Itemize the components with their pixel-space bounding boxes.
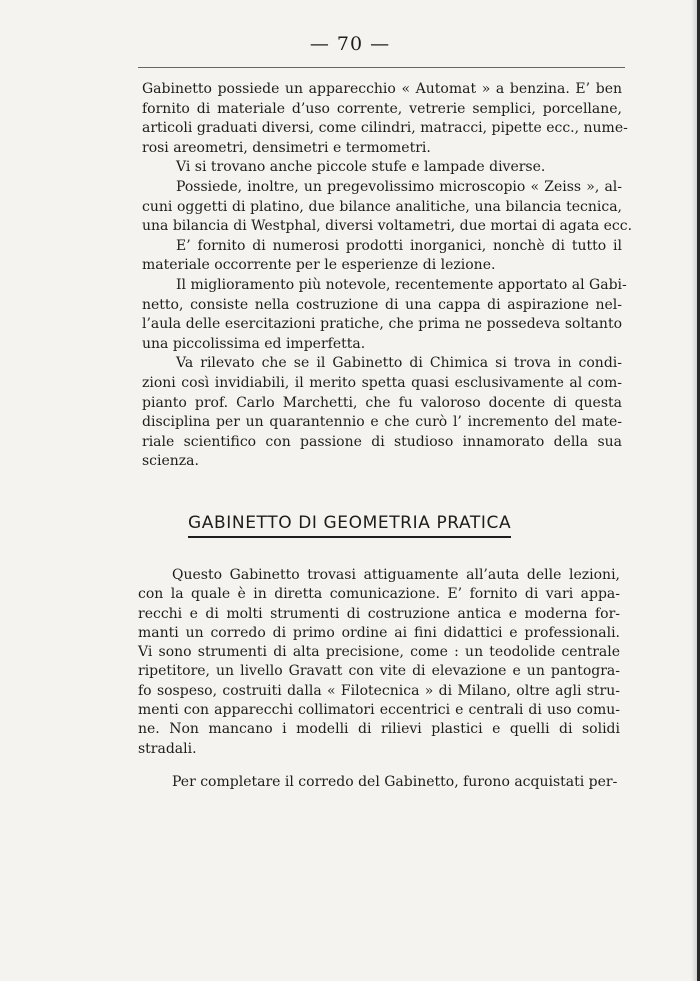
- text-line: E’ fornito di numerosi prodotti inorganici, nonchè di tutto il: [176, 237, 622, 254]
- text-line: ne. Non mancano i modelli di rilievi plastici e quelli di solidi: [138, 721, 620, 738]
- text-line: Va rilevato che se il Gabinetto di Chimica si trova in condi-: [176, 355, 622, 372]
- text-line: recchi e di molti strumenti di costruzione antica e moderna for-: [138, 605, 620, 622]
- section-title: GABINETTO DI GEOMETRIA PRATICA: [188, 513, 511, 538]
- text-line: l’aula delle esercitazioni pratiche, che prima ne possedeva soltanto: [142, 316, 622, 333]
- text-line: fo sospeso, costruiti dalla « Filotecnica » di Milano, oltre agli stru-: [138, 682, 620, 699]
- text-line: con la quale è in diretta comunicazione. E’ fornito di vari appa-: [138, 586, 620, 603]
- text-line: Per completare il corredo del Gabinetto, furono acquistati per-: [172, 773, 618, 790]
- paragraph: [138, 566, 620, 759]
- text-line: zioni così invidiabili, il merito spetta quasi esclusivamente al com-: [142, 374, 622, 391]
- text-line: riale scientifico con passione di studioso innamorato della sua: [142, 433, 622, 450]
- paragraph: [142, 354, 622, 472]
- paragraph: [142, 158, 622, 178]
- text-line: scienza.: [142, 453, 199, 470]
- text-line: stradali.: [138, 740, 197, 757]
- paragraph: [142, 178, 633, 237]
- text-line: menti con apparecchi collimatori eccentrici e centrali di uso comu-: [138, 702, 620, 719]
- paragraph: [142, 237, 622, 276]
- text-line: una piccolissima ed imperfetta.: [142, 335, 366, 352]
- text-line: manti un corredo di primo ordine ai fini didattici e professionali.: [138, 624, 620, 641]
- text-line: Il miglioramento più notevole, recentemente apportato al Gabi-: [176, 276, 627, 293]
- text-line: disciplina per un quarantennio e che curò l’ incremento del mate-: [142, 414, 622, 431]
- header-rule: [138, 67, 625, 68]
- text-line: cuni oggetti di platino, due bilance analitiche, una bilancia tecnica,: [142, 198, 622, 215]
- text-line: rosi areometri, densimetri e termometri.: [142, 139, 431, 156]
- text-line: netto, consiste nella costruzione di una cappa di aspirazione nel-: [142, 296, 622, 313]
- text-line: fornito di materiale d’uso corrente, vetrerie semplici, porcellane,: [142, 100, 622, 117]
- body-text: [142, 80, 633, 472]
- paragraph: [142, 276, 627, 354]
- text-line: una bilancia di Westphal, diversi voltametri, due mortai di agata ecc.: [142, 218, 633, 235]
- text-line: materiale occorrente per le esperienze di lezione.: [142, 257, 496, 274]
- text-line: articoli graduati diversi, come cilindri, matracci, pipette ecc., nume-: [142, 120, 628, 137]
- text-line: Vi si trovano anche piccole stufe e lampade diverse.: [176, 159, 546, 176]
- page-number: — 70 —: [309, 33, 391, 55]
- text-line: pianto prof. Carlo Marchetti, che fu valoroso docente di questa: [142, 394, 622, 411]
- text-line: Questo Gabinetto trovasi attiguamente all’auta delle lezioni,: [172, 567, 620, 583]
- section-body-text: [138, 552, 620, 806]
- text-line: Gabinetto possiede un apparecchio « Automat » a benzina. E’ ben: [142, 81, 622, 97]
- paragraph: [142, 80, 628, 158]
- paragraph: [138, 773, 620, 792]
- text-line: Possiede, inoltre, un pregevolissimo microscopio « Zeiss », al-: [176, 178, 622, 195]
- text-line: ripetitore, un livello Gravatt con vite di elevazione e un pantogra-: [138, 663, 620, 680]
- text-line: Vi sono strumenti di alta precisione, come : un teodolide centrale: [138, 644, 620, 661]
